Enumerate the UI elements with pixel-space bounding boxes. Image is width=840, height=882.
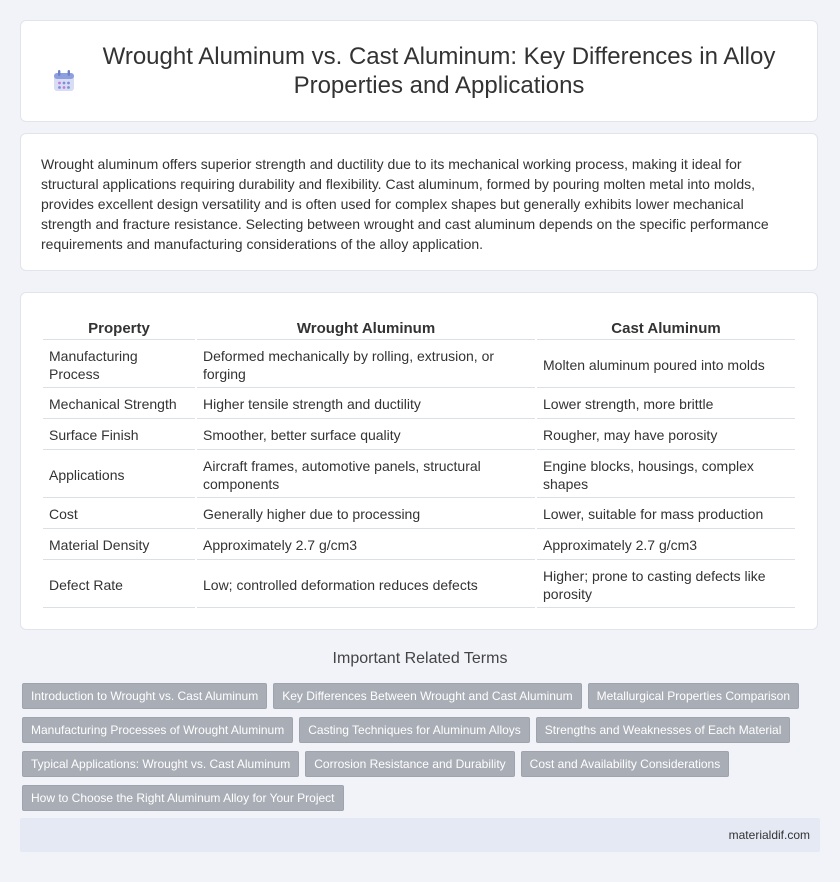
footer-site-link[interactable]: materialdif.com <box>728 828 810 842</box>
row-property: Applications <box>43 452 195 498</box>
header-property: Property <box>43 315 195 340</box>
title-wrap <box>21 42 817 100</box>
row-wrought: Deformed mechanically by rolling, extrusion, or forging <box>197 342 535 388</box>
row-cast: Engine blocks, housings, complex shapes <box>537 452 795 498</box>
table-row <box>43 342 795 388</box>
related-term-tag[interactable]: Cost and Availability Considerations <box>521 751 730 777</box>
related-term-tag[interactable]: Introduction to Wrought vs. Cast Aluminum <box>22 683 267 709</box>
row-wrought: Low; controlled deformation reduces defects <box>197 562 535 608</box>
footer <box>20 818 820 852</box>
related-term-tag[interactable]: Key Differences Between Wrought and Cast Aluminum <box>273 683 581 709</box>
related-term-tag[interactable]: Strengths and Weaknesses of Each Material <box>536 717 791 743</box>
row-cast: Molten aluminum poured into molds <box>537 342 795 388</box>
header-wrought: Wrought Aluminum <box>197 315 535 340</box>
table-header-row <box>43 315 795 340</box>
row-wrought: Aircraft frames, automotive panels, structural components <box>197 452 535 498</box>
table-row <box>43 390 795 419</box>
row-property: Cost <box>43 500 195 529</box>
intro-paragraph: Wrought aluminum offers superior strength and ductility due to its mechanical working process, making it ideal for structural applications requiring durability and flexibility. Cast aluminum, formed by pouring molten metal into molds, provides excellent design versatility and is often used for complex shapes but generally exhibits lower mechanical strength and fracture resistance. Selecting between wrought and cast aluminum depends on the specific performance requirements and manufacturing considerations of the alloy application. <box>41 156 769 252</box>
related-terms-heading: Important Related Terms <box>332 650 508 667</box>
row-property: Defect Rate <box>43 562 195 608</box>
row-wrought: Smoother, better surface quality <box>197 421 535 450</box>
related-term-tag[interactable]: Casting Techniques for Aluminum Alloys <box>299 717 530 743</box>
row-wrought: Approximately 2.7 g/cm3 <box>197 531 535 560</box>
header-cast: Cast Aluminum <box>537 315 795 340</box>
title-card <box>20 20 818 122</box>
row-wrought: Generally higher due to processing <box>197 500 535 529</box>
table-row <box>43 452 795 498</box>
related-terms-list <box>22 683 822 811</box>
row-property: Surface Finish <box>43 421 195 450</box>
row-property: Mechanical Strength <box>43 390 195 419</box>
related-term-tag[interactable]: How to Choose the Right Aluminum Alloy for Your Project <box>22 785 344 811</box>
related-term-tag[interactable]: Typical Applications: Wrought vs. Cast Aluminum <box>22 751 299 777</box>
row-cast: Rougher, may have porosity <box>537 421 795 450</box>
related-term-tag[interactable]: Manufacturing Processes of Wrought Aluminum <box>22 717 293 743</box>
row-cast: Lower strength, more brittle <box>537 390 795 419</box>
intro-card <box>20 133 818 271</box>
related-term-tag[interactable]: Corrosion Resistance and Durability <box>305 751 514 777</box>
table-row <box>43 562 795 608</box>
row-cast: Approximately 2.7 g/cm3 <box>537 531 795 560</box>
table-row <box>43 531 795 560</box>
row-cast: Higher; prone to casting defects like porosity <box>537 562 795 608</box>
page-title: Wrought Aluminum vs. Cast Aluminum: Key Differences in Alloy Properties and Applications <box>102 43 776 99</box>
related-term-tag[interactable]: Metallurgical Properties Comparison <box>588 683 799 709</box>
calendar-icon <box>51 68 77 94</box>
comparison-card <box>20 292 818 630</box>
row-property: Material Density <box>43 531 195 560</box>
table-row <box>43 500 795 529</box>
row-cast: Lower, suitable for mass production <box>537 500 795 529</box>
table-row <box>43 421 795 450</box>
comparison-table <box>41 313 797 610</box>
row-property: Manufacturing Process <box>43 342 195 388</box>
row-wrought: Higher tensile strength and ductility <box>197 390 535 419</box>
